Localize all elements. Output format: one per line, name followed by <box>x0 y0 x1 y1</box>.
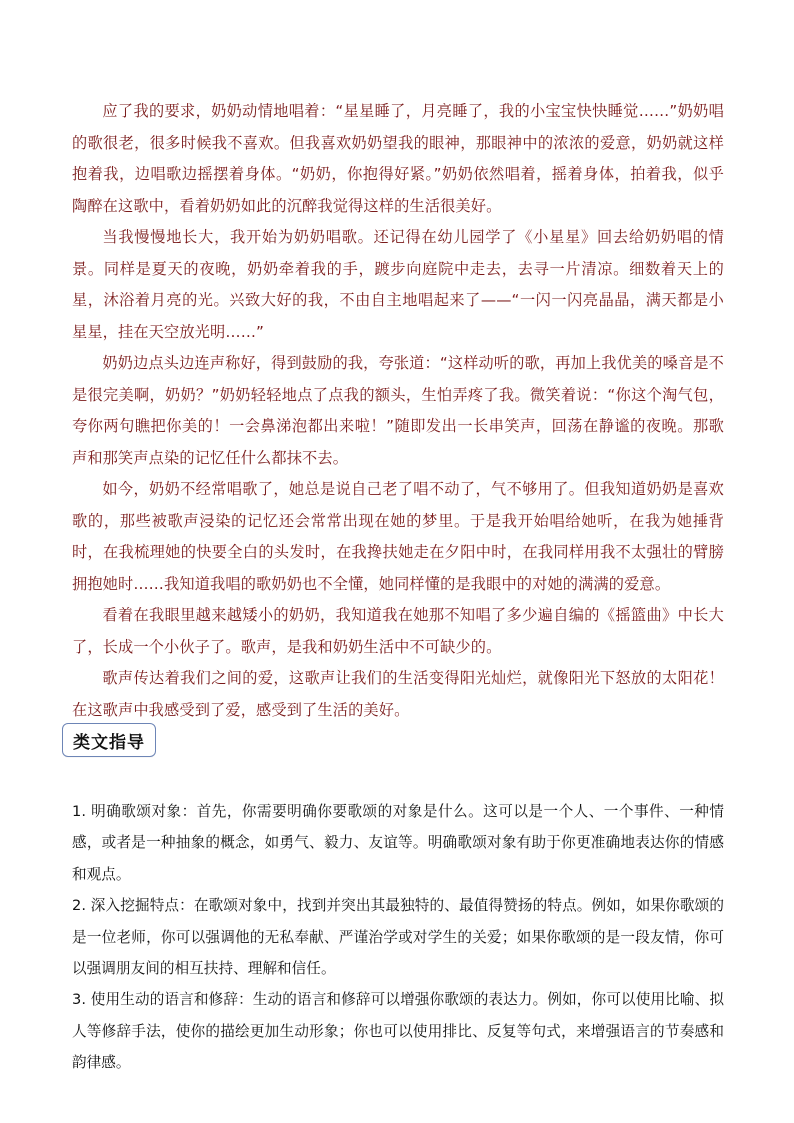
essay-paragraph-2: 当我慢慢地长大，我开始为奶奶唱歌。还记得在幼儿园学了《小星星》回去给奶奶唱的情景。同样是夏天的夜晚，奶奶牵着我的手，踱步向庭院中走去，去寻一片清凉。细数着天上的星，沐浴着月亮的光。兴致大好的我，不由自主地唱起来了——“一闪一闪亮晶晶，满天都是小星星，挂在天空放光明……” <box>72 228 724 341</box>
guide-list <box>72 796 724 1079</box>
essay-paragraph-5: 看着在我眼里越来越矮小的奶奶，我知道我在她那不知唱了多少遍自编的《摇篮曲》中长大了，长成一个小伙子了。歌声，是我和奶奶生活中不可缺少的。 <box>72 606 724 656</box>
section-label-text: 类文指导 <box>73 732 145 753</box>
essay-paragraph-3: 奶奶边点头边连声称好，得到鼓励的我，夸张道：“这样动听的歌，再加上我优美的嗓音是不是很完美啊，奶奶？”奶奶轻轻地点了点我的额头，生怕弄疼了我。微笑着说：“你这个淘气包，夸你两句瞧把你美的！一会鼻涕泡都出来啦！”随即发出一长串笑声，回荡在静谧的夜晚。那歌声和那笑声点染的记忆任什么都抹不去。 <box>72 354 724 467</box>
essay-paragraph-4: 如今，奶奶不经常唱歌了，她总是说自己老了唱不动了，气不够用了。但我知道奶奶是喜欢歌的，那些被歌声浸染的记忆还会常常出现在她的梦里。于是我开始唱给她听，在我为她捶背时，在我梳理她的快要全白的头发时，在我搀扶她走在夕阳中时，在我同样用我不太强壮的臂膀拥抱她时……我知道我唱的歌奶奶也不全懂，她同样懂的是我眼中的对她的满满的爱意。 <box>72 480 724 593</box>
essay-paragraph-6: 歌声传达着我们之间的爱，这歌声让我们的生活变得阳光灿烂，就像阳光下怒放的太阳花！在这歌声中我感受到了爱，感受到了生活的美好。 <box>72 669 724 719</box>
essay-body <box>72 96 724 726</box>
guide-item-1: 1. 明确歌颂对象：首先，你需要明确你要歌颂的对象是什么。这可以是一个人、一个事件、一种情感，或者是一种抽象的概念，如勇气、毅力、友谊等。明确歌颂对象有助于你更准确地表达你的情感和观点。 <box>72 803 724 883</box>
guide-item-3: 3. 使用生动的语言和修辞：生动的语言和修辞可以增强你歌颂的表达力。例如，你可以使用比喻、拟人等修辞手法，使你的描绘更加生动形象；你也可以使用排比、反复等句式，来增强语言的节奏感和韵律感。 <box>72 991 724 1072</box>
section-label-box <box>62 723 156 757</box>
essay-paragraph-1: 应了我的要求，奶奶动情地唱着：“星星睡了，月亮睡了，我的小宝宝快快睡觉……”奶奶唱的歌很老，很多时候我不喜欢。但我喜欢奶奶望我的眼神，那眼神中的浓浓的爱意，奶奶就这样抱着我，边唱歌边摇摆着身体。“奶奶，你抱得好紧。”奶奶依然唱着，摇着身体，拍着我，似乎陶醉在这歌中，看着奶奶如此的沉醉我觉得这样的生活很美好。 <box>72 102 724 215</box>
guide-item-2: 2. 深入挖掘特点：在歌颂对象中，找到并突出其最独特的、最值得赞扬的特点。例如，如果你歌颂的是一位老师，你可以强调他的无私奉献、严谨治学或对学生的关爱；如果你歌颂的是一段友情，你可以强调朋友间的相互扶持、理解和信任。 <box>72 897 724 978</box>
